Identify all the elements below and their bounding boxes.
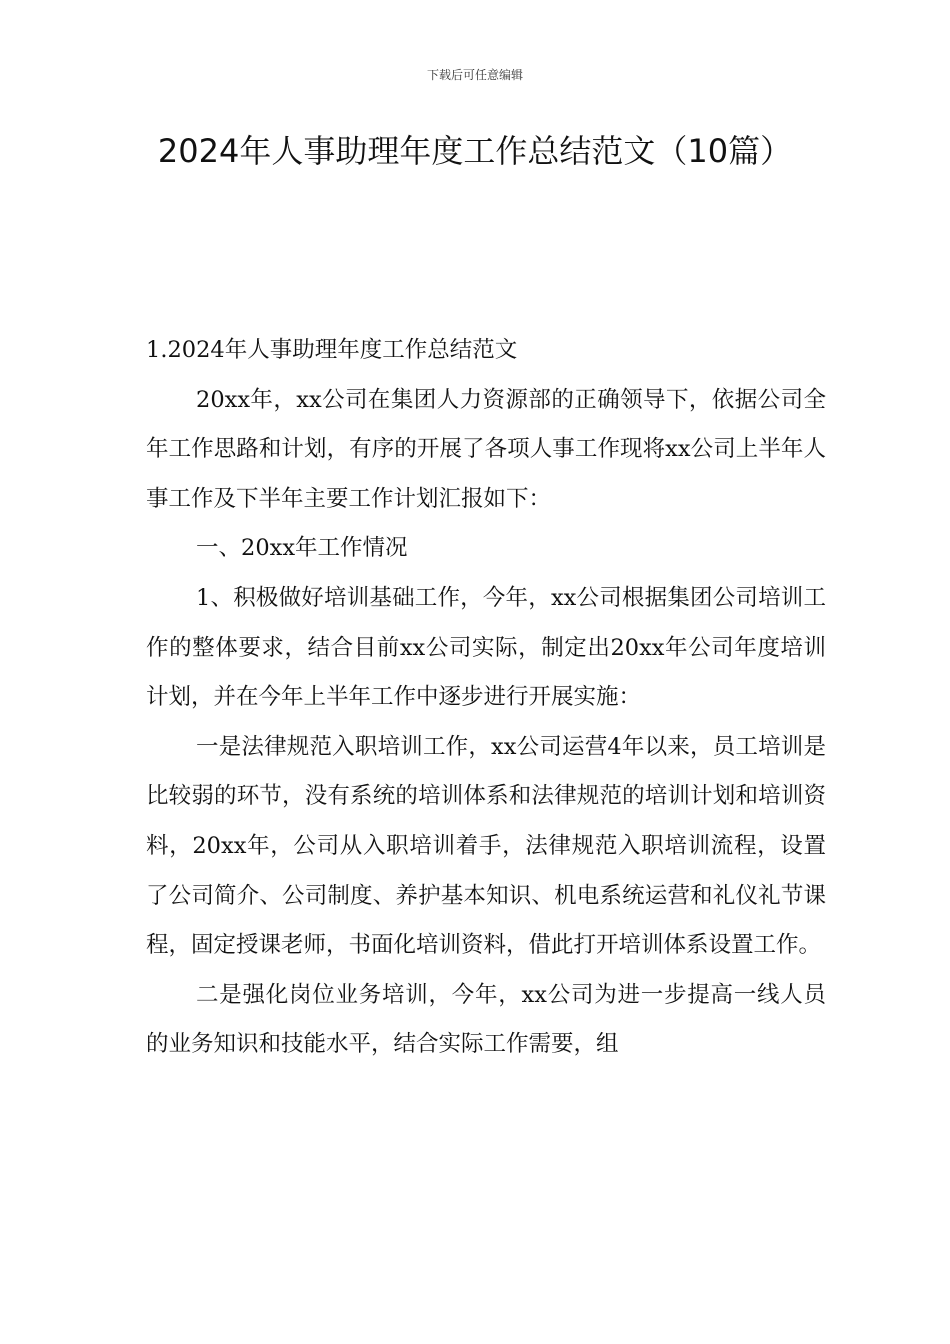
paragraph: 20xx年，xx公司在集团人力资源部的正确领导下，依据公司全年工作思路和计划，有序的开展了各项人事工作现将xx公司上半年人事工作及下半年主要工作计划汇报如下： xyxy=(146,386,826,512)
section-heading: 1.2024年人事助理年度工作总结范文 xyxy=(146,337,518,363)
paragraph: 二是强化岗位业务培训，今年，xx公司为进一步提高一线人员的业务知识和技能水平，结合实际工作需要，组 xyxy=(146,981,826,1058)
paragraph: 一是法律规范入职培训工作，xx公司运营4年以来，员工培训是比较弱的环节，没有系统的培训体系和法律规范的培训计划和培训资料，20xx年，公司从入职培训着手，法律规范入职培训流程，设置了公司简介、公司制度、养护基本知识、机电系统运营和礼仪礼节课程，固定授课老师，书面化培训资料，借此打开培训体系设置工作。 xyxy=(146,733,826,959)
paragraph: 1、积极做好培训基础工作，今年，xx公司根据集团公司培训工作的整体要求，结合目前xx公司实际，制定出20xx年公司年度培训计划，并在今年上半年工作中逐步进行开展实施： xyxy=(146,584,826,711)
document-body xyxy=(146,326,826,1070)
subsection-heading: 一、20xx年工作情况 xyxy=(196,535,408,562)
document-title: 2024年人事助理年度工作总结范文（10篇） xyxy=(157,132,793,170)
header-note: 下载后可任意编辑 xyxy=(426,68,523,82)
